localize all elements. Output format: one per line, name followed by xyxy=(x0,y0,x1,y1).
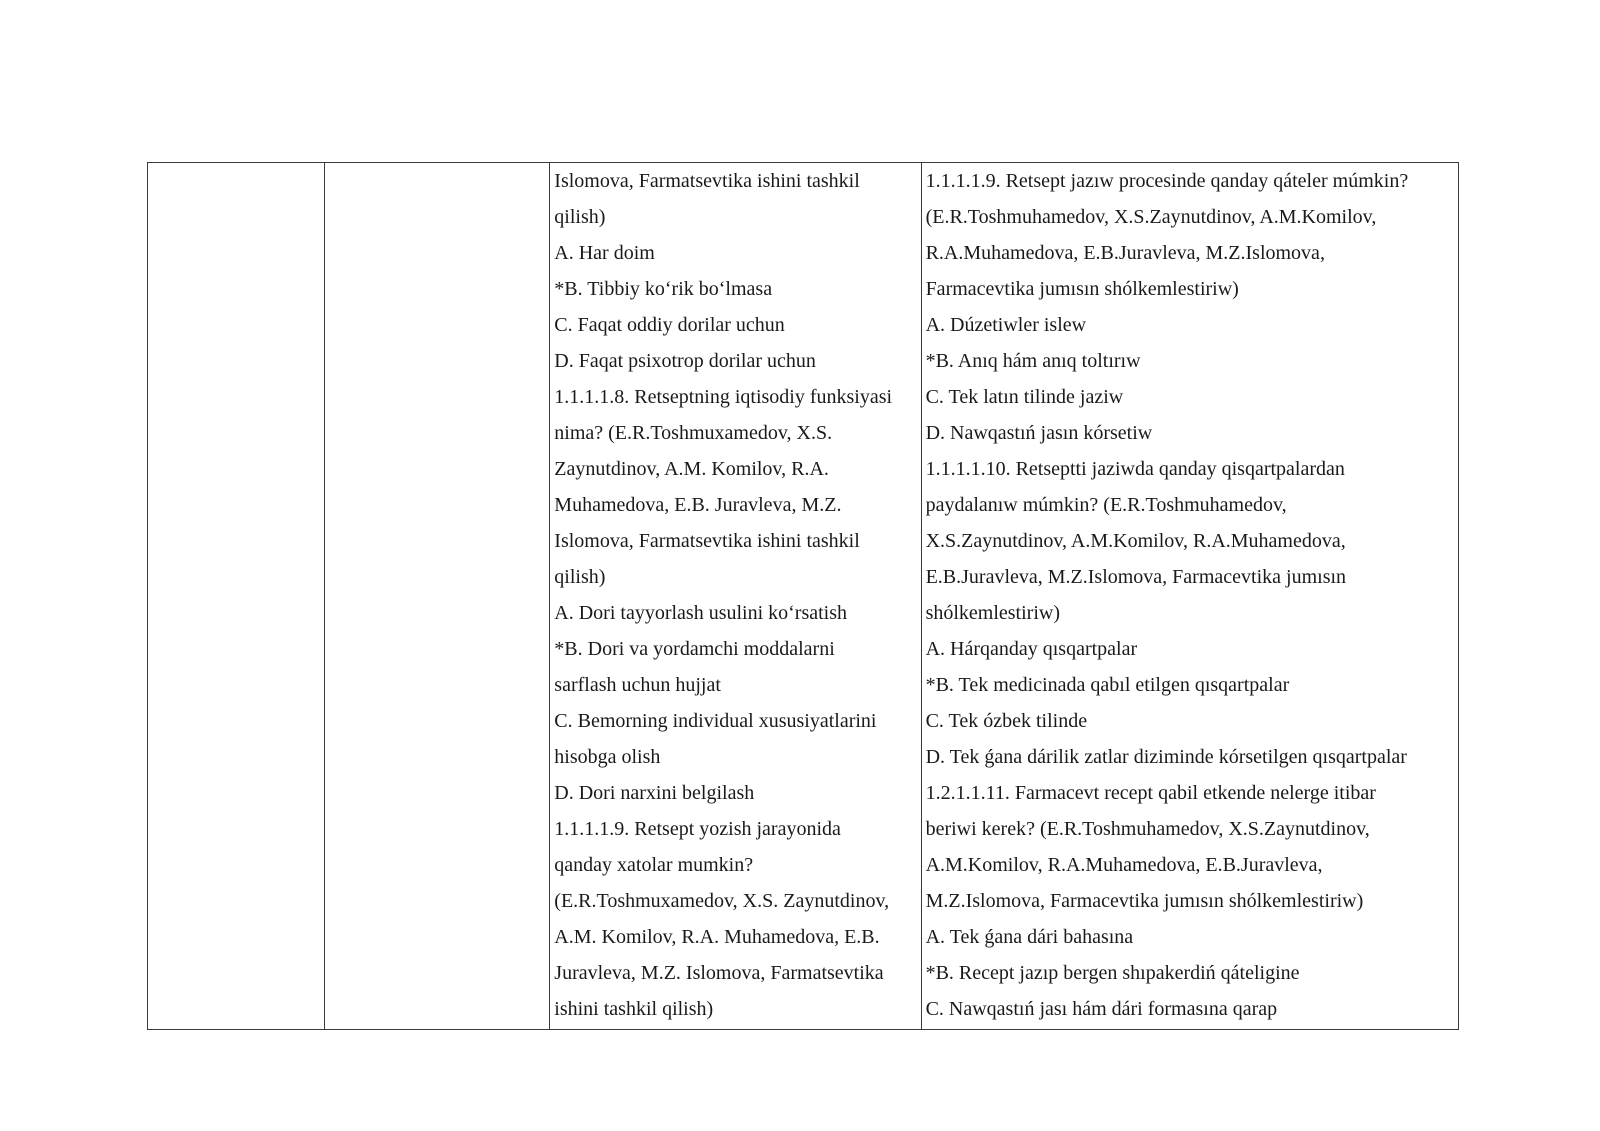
text-line: 1.2.1.1.11. Farmacevt recept qabil etkende nelerge itibar xyxy=(925,782,1376,804)
text-line: shólkemlestiriw) xyxy=(925,602,1060,624)
text-line: *B. Dori va yordamchi moddalarni xyxy=(554,638,835,660)
text-line: 1.1.1.1.10. Retseptti jaziwda qanday qisqartpalardan xyxy=(925,458,1345,480)
table-cell-questions-karakalpak xyxy=(921,163,1458,1030)
text-line: C. Bemorning individual xususiyatlarini xyxy=(554,710,877,732)
table-cell-empty-1 xyxy=(148,163,325,1030)
text-line: Islomova, Farmatsevtika ishini tashkil xyxy=(554,170,860,192)
text-line: A. Tek ǵana dári bahasına xyxy=(925,926,1134,948)
text-line: Zaynutdinov, A.M. Komilov, R.A. xyxy=(554,458,829,480)
table-row xyxy=(148,163,1459,1030)
text-line: D. Tek ǵana dárilik zatlar diziminde kórsetilgen qısqartpalar xyxy=(925,746,1407,768)
text-line: qilish) xyxy=(554,206,606,228)
text-line: hisobga olish xyxy=(554,746,661,768)
text-line: A. Har doim xyxy=(554,242,655,264)
text-line: *B. Tek medicinada qabıl etilgen qısqartpalar xyxy=(925,674,1290,696)
text-line: beriwi kerek? (E.R.Toshmuhamedov, X.S.Zaynutdinov, xyxy=(925,818,1370,840)
text-line: X.S.Zaynutdinov, A.M.Komilov, R.A.Muhamedova, xyxy=(925,530,1346,552)
text-line: C. Tek latın tilinde jaziw xyxy=(925,386,1124,408)
text-line: qilish) xyxy=(554,566,606,588)
text-line: D. Dori narxini belgilash xyxy=(554,782,755,804)
text-line: (E.R.Toshmuhamedov, X.S.Zaynutdinov, A.M.Komilov, xyxy=(925,206,1377,228)
text-line: (E.R.Toshmuxamedov, X.S. Zaynutdinov, xyxy=(554,890,890,912)
text-line: D. Nawqastıń jasın kórsetiw xyxy=(925,422,1153,444)
text-line: paydalanıw múmkin? (E.R.Toshmuhamedov, xyxy=(925,494,1287,516)
text-line: 1.1.1.1.8. Retseptning iqtisodiy funksiyasi xyxy=(554,386,893,408)
text-line: C. Tek ózbek tilinde xyxy=(925,710,1088,732)
text-line: 1.1.1.1.9. Retsept jazıw procesinde qanday qáteler múmkin? xyxy=(925,170,1409,192)
text-line: Islomova, Farmatsevtika ishini tashkil xyxy=(554,530,860,552)
text-line: Farmacevtika jumısın shólkemlestiriw) xyxy=(925,278,1239,300)
text-line: *B. Recept jazıp bergen shıpakerdiń qáteligine xyxy=(925,962,1300,984)
text-line: 1.1.1.1.9. Retsept yozish jarayonida xyxy=(554,818,841,840)
table-cell-empty-2 xyxy=(325,163,550,1030)
text-line: M.Z.Islomova, Farmacevtika jumısın shólkemlestiriw) xyxy=(925,890,1364,912)
text-line: A. Hárqanday qısqartpalar xyxy=(925,638,1138,660)
text-line: Muhamedova, E.B. Juravleva, M.Z. xyxy=(554,494,842,516)
text-line: D. Faqat psixotrop dorilar uchun xyxy=(554,350,816,372)
text-line: sarflash uchun hujjat xyxy=(554,674,721,696)
text-line: A. Dori tayyorlash usulini koʻrsatish xyxy=(554,602,848,624)
text-line: A.M. Komilov, R.A. Muhamedova, E.B. xyxy=(554,926,880,948)
text-line: *B. Anıq hám anıq toltırıw xyxy=(925,350,1141,372)
text-line: ishini tashkil qilish) xyxy=(554,998,714,1020)
text-line: qanday xatolar mumkin? xyxy=(554,854,754,876)
text-line: *B. Tibbiy koʻrik boʻlmasa xyxy=(554,278,773,300)
document-table xyxy=(147,162,1459,1030)
text-line: E.B.Juravleva, M.Z.Islomova, Farmacevtika jumısın xyxy=(925,566,1347,588)
text-line: R.A.Muhamedova, E.B.Juravleva, M.Z.Islomova, xyxy=(925,242,1325,264)
text-line: Juravleva, M.Z. Islomova, Farmatsevtika xyxy=(554,962,884,984)
text-line: C. Nawqastıń jası hám dári formasına qarap xyxy=(925,998,1278,1020)
text-line: A. Dúzetiwler islew xyxy=(925,314,1087,336)
text-line: nima? (E.R.Toshmuxamedov, X.S. xyxy=(554,422,833,444)
text-line: C. Faqat oddiy dorilar uchun xyxy=(554,314,785,336)
table-cell-questions-uzbek xyxy=(550,163,921,1030)
text-line: A.M.Komilov, R.A.Muhamedova, E.B.Juravleva, xyxy=(925,854,1323,876)
